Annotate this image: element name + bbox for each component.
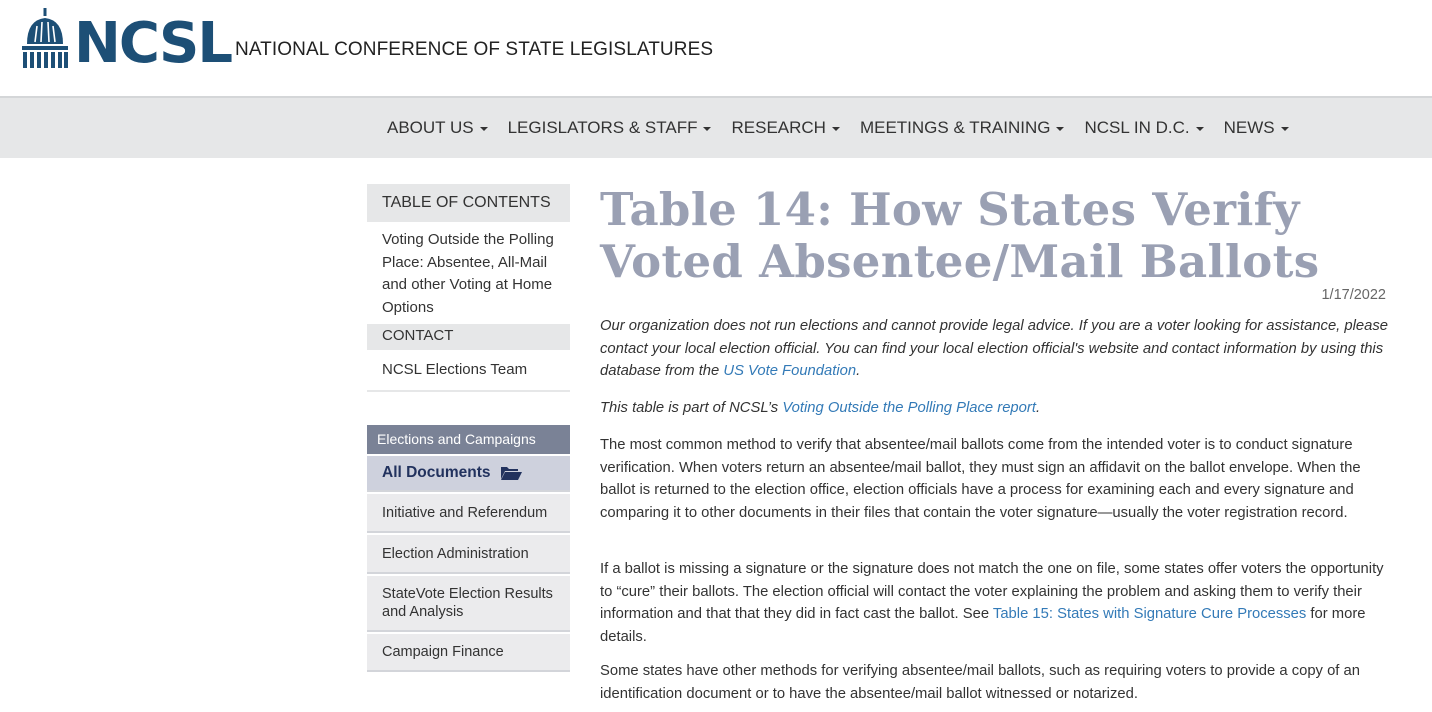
disclaimer-end: . — [856, 363, 861, 379]
nav-item-meetings-training[interactable] — [860, 118, 1065, 138]
main-content — [600, 183, 1390, 702]
caret-down-icon — [832, 127, 840, 131]
caret-down-icon — [1281, 127, 1289, 131]
part-of-end: . — [1035, 400, 1041, 416]
doc-item-label: Initiative and Referendum — [382, 504, 548, 521]
nav-label: NEWS — [1223, 118, 1275, 137]
nav-item-news[interactable] — [1224, 118, 1289, 138]
logo-wordmark: NCSL — [74, 11, 232, 76]
nav-item-legislators-staff[interactable] — [508, 118, 712, 138]
folder-open-icon — [500, 465, 522, 481]
doc-item-campaign-finance[interactable] — [367, 634, 570, 672]
paragraph-other-methods: Some states have other methods for verifying absentee/mail ballots, such as requiring voters to provide a copy of an identification document or to have the absentee/mail ballot witnessed or notarized. — [600, 663, 1360, 702]
nav-item-about-us[interactable] — [387, 118, 488, 138]
p2-end: for more details. — [600, 606, 1366, 645]
nav-label: ABOUT US — [387, 118, 474, 137]
topic-header[interactable]: Elections and Campaigns — [367, 425, 570, 454]
contact-link[interactable]: NCSL Elections Team — [367, 350, 570, 392]
caret-down-icon — [480, 127, 488, 131]
us-vote-foundation-link[interactable]: US Vote Foundation — [723, 363, 857, 379]
nav-label: RESEARCH — [731, 118, 826, 137]
caret-down-icon — [1056, 127, 1064, 131]
doc-item-label: Campaign Finance — [382, 644, 504, 660]
ncsl-logo[interactable] — [20, 6, 232, 76]
nav-label: MEETINGS & TRAINING — [859, 118, 1051, 137]
site-header — [0, 0, 1432, 96]
doc-item-label: Election Administration — [382, 545, 529, 562]
table-15-link[interactable]: Table 15: States with Signature Cure Processes — [992, 606, 1307, 622]
caret-down-icon — [1196, 127, 1204, 131]
org-name: NATIONAL CONFERENCE OF STATE LEGISLATURES — [235, 39, 714, 60]
disclaimer-text: Our organization does not run elections and cannot provide legal advice. If you are a voter looking for assistance, please contact your local election official. You can find your local election official's website and contact information by using this database from the — [600, 318, 1388, 379]
toc-header: TABLE OF CONTENTS — [367, 184, 570, 222]
p2-text: If a ballot is missing a signature or the signature does not match the one on file, some states offer voters the opportunity to “cure” their ballots. The election official will contact the voter explaining the problem and asking them to verify their information and that that they did in fact cast the ballot. See — [600, 561, 1384, 622]
paragraph-cure — [600, 558, 1390, 648]
page-title: Table 14: How States Verify Voted Absentee/Mail Ballots — [600, 183, 1320, 288]
part-of-text: This table is part of NCSL’s — [600, 400, 783, 416]
report-link[interactable]: Voting Outside the Polling Place report — [782, 400, 1036, 416]
toc-link[interactable]: Voting Outside the Polling Place: Absentee, All-Mail and other Voting at Home Options — [382, 231, 554, 316]
doc-item-all-documents[interactable] — [367, 456, 570, 492]
contact-header: CONTACT — [367, 324, 570, 350]
nav-item-ncsl-dc[interactable] — [1084, 118, 1203, 138]
doc-item-election-administration[interactable] — [367, 535, 570, 574]
paragraph-signature-verification: The most common method to verify that absentee/mail ballots come from the intended voter is to conduct signature verification. When voters return an absentee/mail ballot, they must sign an affidavit on the ballot envelope. When the ballot is returned to the election office, election officials have a process for examining each and every signature and comparing it to other documents in their files that contain the voter signature—usually the voter registration record. — [600, 437, 1361, 521]
nav-label: NCSL IN D.C. — [1084, 118, 1190, 137]
publish-date: 1/17/2022 — [1321, 287, 1386, 303]
disclaimer — [600, 315, 1390, 383]
capitol-dome-icon — [20, 8, 70, 72]
doc-item-label: StateVote Election Results and Analysis — [382, 586, 553, 620]
part-of-note — [600, 397, 1390, 420]
document-list — [367, 456, 570, 674]
doc-item-statevote[interactable] — [367, 576, 570, 632]
sidebar — [367, 184, 570, 660]
doc-item-label: All Documents — [382, 464, 491, 481]
nav-label: LEGISLATORS & STAFF — [507, 118, 698, 137]
caret-down-icon — [703, 127, 711, 131]
doc-item-initiative-referendum[interactable] — [367, 494, 570, 533]
main-nav — [0, 96, 1432, 158]
nav-item-research[interactable] — [731, 118, 839, 138]
